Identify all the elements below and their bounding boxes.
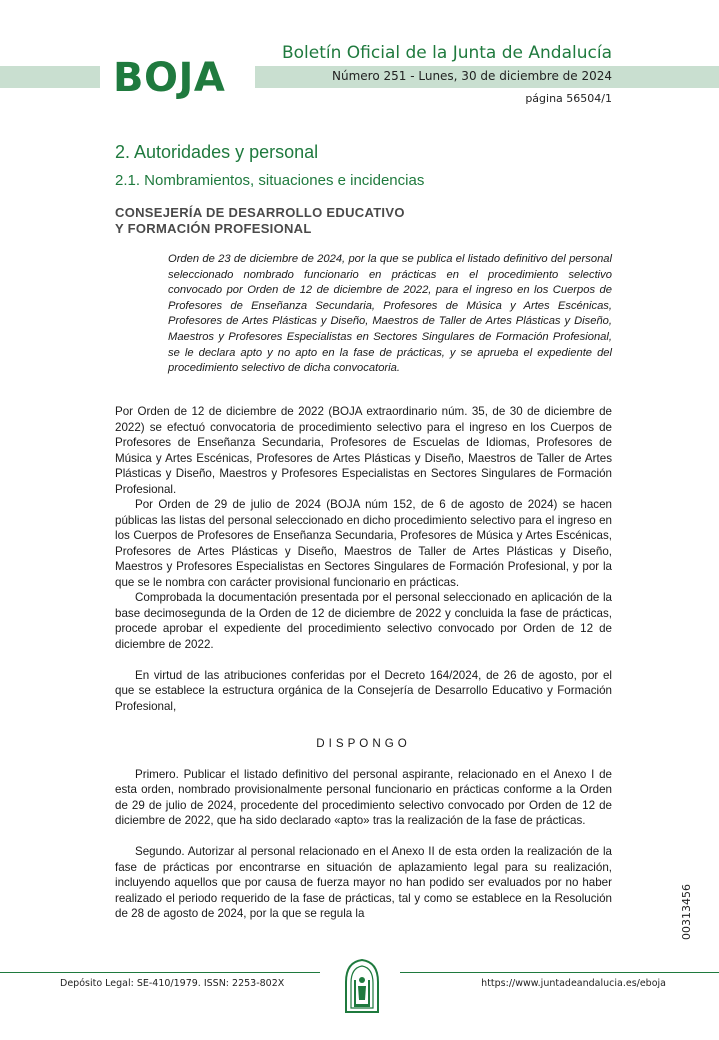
footer-rule-left bbox=[0, 972, 320, 973]
footer-rule-right bbox=[400, 972, 719, 973]
order-summary: Orden de 23 de diciembre de 2024, por la que se publica el listado definitivo del personal seleccionado nombrado funcionario en prácticas en el procedimiento selectivo convocado por Orden de 12 de diciembre de 2022, para el ingreso en los Cuerpos de Profesores de Enseñanza Secundaria, Profesores de Música y Artes Escénicas, Profesores de Artes Plásticas y Diseño, Maestros de Taller de Artes Plásticas y Diseño, Maestros y Profesores Especialistas en Sectores Singulares de Formación Profesional, se le declara apto y no apto en la fase de prácticas, y se aprueba el expediente del procedimiento selectivo de dicha convocatoria. bbox=[168, 253, 612, 375]
department-name bbox=[115, 205, 405, 237]
page-number: página 56504/1 bbox=[525, 92, 612, 105]
paragraph-primero: Primero. Publicar el listado definitivo del personal aspirante, relacionado en el Anexo I de esta orden, nombrado provisionalmente personal funcionario en prácticas conforme a la Orden de 29 de julio de 2024, procedente del procedimiento selectivo convocado por Orden de 12 de diciembre de 2022, que ha sido declarado «apto» tras la realización de la fase de prácticas. bbox=[115, 767, 612, 827]
department-line-2: Y FORMACIÓN PROFESIONAL bbox=[115, 221, 312, 236]
paragraph-3: Comprobada la documentación presentada por el personal seleccionado en aplicación de la base decimosegunda de la Orden de 12 de diciembre de 2022 y concluida la fase de prácticas, procede aprobar el expediente del procedimiento selectivo convocado por Orden de 12 de diciembre de 2022. bbox=[115, 591, 612, 651]
paragraph-1: Por Orden de 12 de diciembre de 2022 (BOJA extraordinario núm. 35, de 30 de diciembre de 2022) se efectuó convocatoria de procedimiento selectivo para el ingreso en los Cuerpos de Profesores de Enseñanza Secundaria, Profesores de Escuelas de Idiomas, Profesores de Música y Artes Escénicas, Profesores de Artes Plásticas y Diseño, Maestros de Taller de Artes Plásticas y Diseño, Maestros y Profesores Especialistas en Sectores Singulares de Formación Profesional. bbox=[115, 405, 612, 496]
department-line-1: CONSEJERÍA DE DESARROLLO EDUCATIVO bbox=[115, 205, 405, 220]
boja-logo: BOJA bbox=[113, 55, 226, 101]
issue-number: Número 251 - Lunes, 30 de diciembre de 2024 bbox=[332, 69, 612, 83]
header-band-left bbox=[0, 66, 100, 88]
section-heading: 2. Autoridades y personal bbox=[115, 142, 319, 162]
footer-url[interactable]: https://www.juntadeandalucia.es/eboja bbox=[481, 978, 666, 989]
paragraph-segundo: Segundo. Autorizar al personal relacionado en el Anexo II de esta orden la realización de la fase de prácticas por encontrarse en situación de aplazamiento legal para su realización, incluyendo aquellos que por causa de fuerza mayor no han podido ser evaluados por no haber realizado el periodo requerido de la fase de prácticas, tal y como se establece en la Resolución de 28 de agosto de 2024, por la que se regula la bbox=[115, 845, 612, 920]
paragraph-2: Por Orden de 29 de julio de 2024 (BOJA núm 152, de 6 de agosto de 2024) se hacen públicas las listas del personal seleccionado en dicho procedimiento selectivo para el ingreso en los Cuerpos de Profesores de Enseñanza Secundaria, Profesores de Música y Artes Escénicas, Profesores de Artes Plásticas y Diseño, Maestros de Taller de Artes Plásticas y Diseño, Maestros y Profesores Especialistas en Sectores Singulares de Formación Profesional, y por la que se le nombra con carácter provisional funcionario en prácticas. bbox=[115, 498, 612, 589]
paragraph-4: En virtud de las atribuciones conferidas por el Decreto 164/2024, de 26 de agosto, por el que se establece la estructura orgánica de la Consejería de Desarrollo Educativo y Formación Profesional, bbox=[115, 668, 612, 713]
dispongo-heading: DISPONGO bbox=[316, 737, 411, 750]
junta-andalucia-emblem-icon bbox=[342, 956, 382, 1016]
subsection-heading: 2.1. Nombramientos, situaciones e incidencias bbox=[115, 172, 425, 189]
legal-deposit: Depósito Legal: SE-410/1979. ISSN: 2253-802X bbox=[60, 978, 285, 989]
document-code: 00313456 bbox=[680, 884, 693, 940]
bulletin-title: Boletín Oficial de la Junta de Andalucía bbox=[281, 43, 612, 63]
order-body bbox=[115, 404, 612, 922]
